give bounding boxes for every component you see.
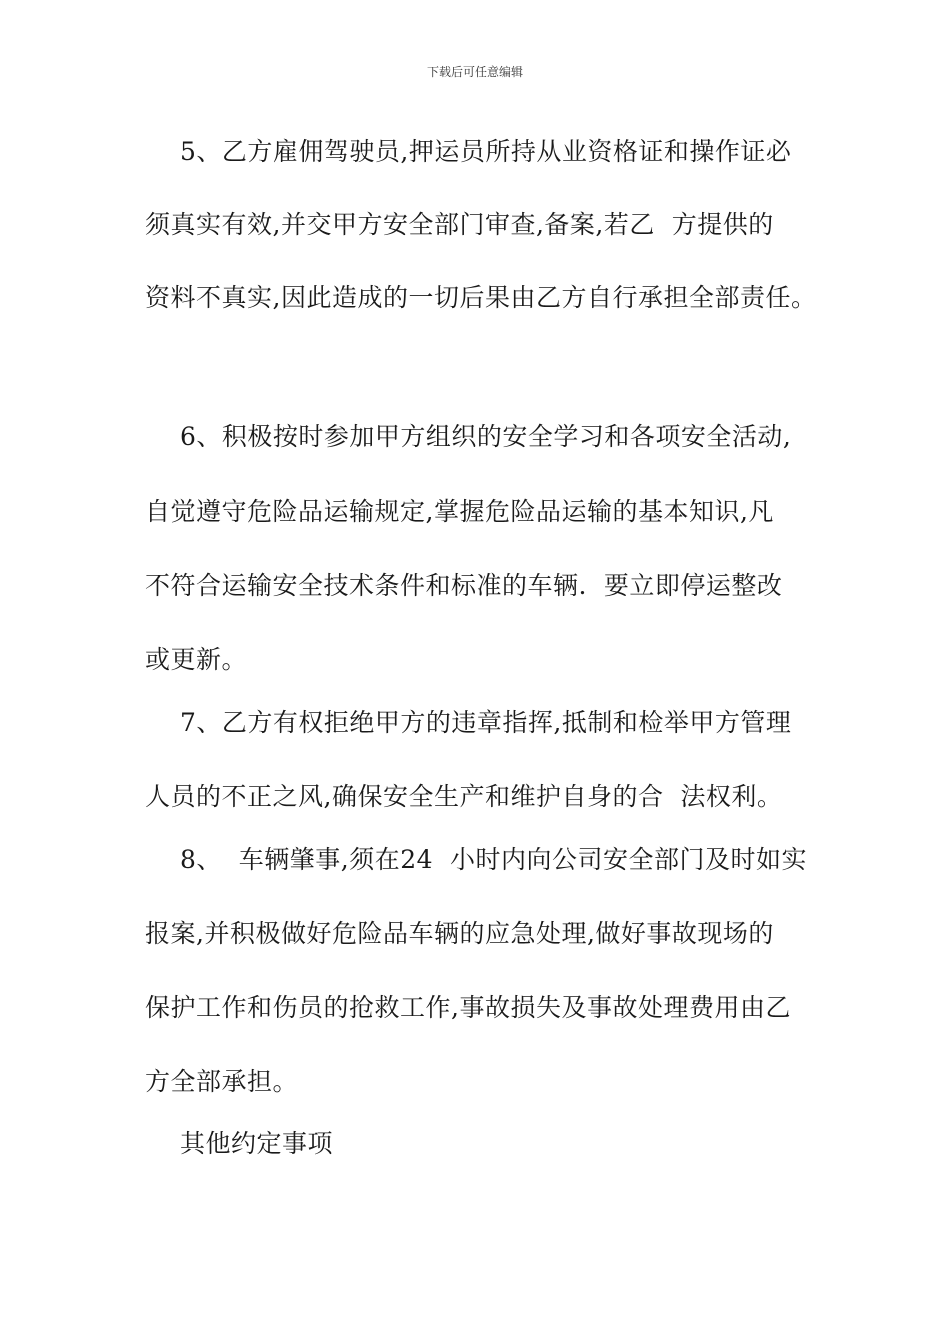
paragraph-6-line-1: 6、积极按时参加甲方组织的安全学习和各项安全活动,: [180, 422, 792, 451]
paragraph-5-line-2: 须真实有效,并交甲方安全部门审查,备案,若乙 方提供的: [145, 210, 774, 239]
paragraph-6-line-2: 自觉遵守危险品运输规定,掌握危险品运输的基本知识,凡: [145, 497, 774, 526]
paragraph-5-line-3: 资料不真实,因此造成的一切后果由乙方自行承担全部责任。: [145, 283, 817, 312]
paragraph-8-line-1: 8、 车辆肇事,须在24 小时内向公司安全部门及时如实: [180, 845, 807, 874]
paragraph-5-line-1: 5、乙方雇佣驾驶员,押运员所持从业资格证和操作证必: [180, 137, 792, 166]
paragraph-7-line-1: 7、乙方有权拒绝甲方的违章指挥,抵制和检举甲方管理: [180, 708, 792, 737]
section-heading-other-terms: 其他约定事项: [180, 1129, 334, 1158]
paragraph-8-line-2: 报案,并积极做好危险品车辆的应急处理,做好事故现场的: [145, 919, 774, 948]
paragraph-8-line-4: 方全部承担。: [145, 1067, 299, 1096]
paragraph-6-line-4: 或更新。: [145, 645, 248, 674]
paragraph-6-line-3: 不符合运输安全技术条件和标准的车辆. 要立即停运整改: [145, 571, 783, 600]
page-header: 下载后可任意编辑: [426, 65, 523, 79]
paragraph-7-line-2: 人员的不正之风,确保安全生产和维护自身的合 法权利。: [145, 782, 783, 811]
paragraph-8-line-3: 保护工作和伤员的抢救工作,事故损失及事故处理费用由乙: [145, 993, 791, 1022]
